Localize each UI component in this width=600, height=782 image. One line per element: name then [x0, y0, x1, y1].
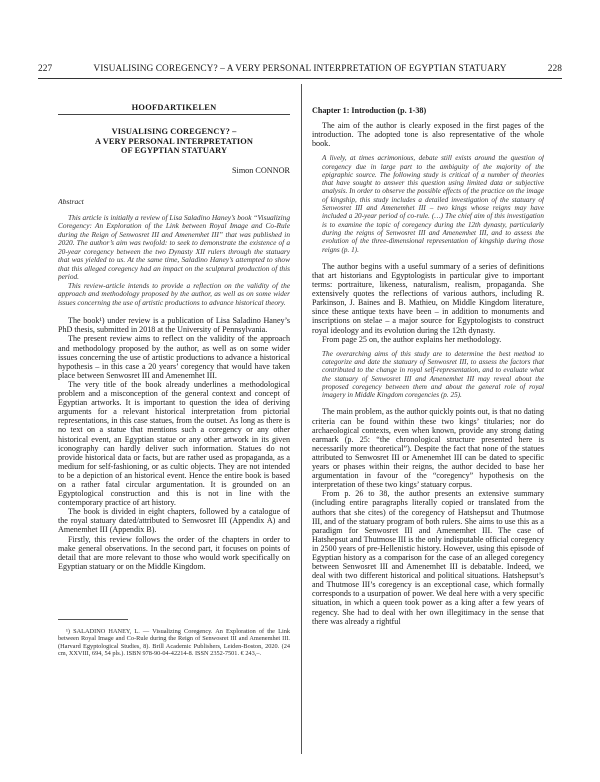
abstract-label: Abstract: [58, 196, 84, 206]
quote-text: The overarching aims of this study are to determine the best method to categorize and date the statuary of Senwosret III, to assess the factors that contributed to the change in royal self-representation, and to evaluate what the statuary of Senwosret III and Amenemhet III may reveal about the proposed coregency between them and about the general role of royal imagery in Middle Kingdom coregencies (p. 25).: [322, 349, 544, 400]
body-paragraph: The aim of the author is clearly exposed in the first pages of the introduction. The adopted tone is also representative of the whole book.: [312, 121, 544, 149]
body-paragraph: The book is divided in eight chapters, followed by a catalogue of the royal statuary dated/attributed to Senwosret III (Appendix A) and Amenemhet III (Appendix B).: [58, 507, 290, 535]
section-label: HOOFDARTIKELEN: [131, 103, 217, 112]
abstract-paragraph: This review-article intends to provide a reflection on the validity of the approach and methodology proposed by the author, as well as on some wider issues concerning the use of artistic productions to advance historical theory.: [58, 280, 290, 307]
running-header: [38, 64, 562, 74]
body-paragraph: The book¹) under review is a publication of Lisa Saladino Haney’s PhD thesis, submitted in 2018 at the University of Pennsylvania.: [58, 316, 290, 335]
abstract-paragraph: This article is initially a review of Lisa Saladino Haney’s book “Visualizing Coregency: An Exploration of the Link between Royal Image and Co-Rule during the Reign of Senwosret III and Amenemhet III” that was published in 2020. The author’s aim was twofold: to seek to demonstrate the existence of a 20-year coregency between the two Dynasty XII rulers through the statuary that was yielded to us. At the same time, Saladino Haney’s attempted to show that this alleged coregency had an impact on the sculptural production of this period.: [58, 212, 290, 282]
article-title-line: A VERY PERSONAL INTERPRETATION: [94, 136, 254, 146]
body-paragraph: The author begins with a useful summary of a series of definitions that art historians and Egyptologists in particular give to important terms: portraiture, likeness, naturalism, realism, propaganda. She extensively quotes the reflections of various authors, including R. Parkinson, J. Baines and B. Mathieu, on Middle Kingdom literature, since these antique texts have been – in addition to monuments and inscriptions on stelae – a major source for Egyptologists to construct royal ideology and its evolution during the 12th dynasty.: [312, 261, 544, 335]
page-number-right: 228: [547, 64, 562, 74]
block-quote: [322, 350, 544, 400]
left-column: [58, 84, 290, 752]
column-divider: [301, 84, 302, 754]
header-rule: [38, 78, 562, 79]
body-text-left: [58, 316, 290, 571]
abstract: [58, 214, 290, 308]
author-name: Simon CONNOR: [231, 165, 290, 175]
body-paragraph: From page 25 on, the author explains her methodology.: [322, 334, 502, 344]
chapter-heading: Chapter 1: Introduction (p. 1-38): [312, 106, 427, 115]
body-paragraph: The main problem, as the author quickly points out, is that no dating criteria can be found within these two kings’ titularies; nor do archaeological contexts, even when known, provide any strong dating earmark (p. 25: “the chronological structure presented here is necessarily more theoretical”). Despite the fact that none of the statues attributed to Senwosret III or Amenemhet III can be dated to specific years or phases within their reigns, the author decided to base her argumentation in favour of the “coregency” hypothesis on the interpretation of these two kings’ statuary corpus.: [312, 407, 544, 490]
section-rule: [58, 114, 290, 115]
footnote: ¹) SALADINO HANEY, L. — Visualizing Coregency. An Exploration of the Link between Royal Image and Co-Rule during the Reign of Senwosret III and Amenemhet III. (Harvard Egyptological Studies, 8). Brill Academic Publishers, Leiden-Boston, 2020. (24 cm, XXVIII, 694, 54 pls.). ISBN 978-90-04-42214-8. ISSN 2352-7501. € 243,–.: [58, 627, 290, 657]
body-paragraph: Firstly, this review follows the order of the chapters in order to make general observations. In the second part, it focuses on points of detail that are more relevant to those who would work specifically on Egyptian statuary or on the Middle Kingdom.: [58, 534, 290, 571]
body-paragraph: From p. 26 to 38, the author presents an extensive summary (including entire paragraphs literally copied or translated from the authors that she cites) of the coregency of Hatshepsut and Thutmose III, and of the statuary program of both rulers. She aims to use this as a paradigm for Senwosret III and Amenemhet III. The case of Hatshepsut and Thutmose III is the only indisputable official coregency in 2500 years of pre-Hellenistic history. However, using this episode of Egyptian history as a comparison for the case of an alleged coregency between Senwosret III and Amenemhet III is debatable. Indeed, we deal with two different historical and political situations. Hatshepsut’s and Thutmose III’s coregency is an exceptional case, which formally corresponds to a usurpation of power. We deal here with a very specific situation, in which a queen took power as a king after a few years of regency. She had to deal with her own illegitimacy in the sense that there was already a rightful: [312, 489, 544, 626]
quote-text: A lively, at times acrimonious, debate still exists around the question of coregency due in large part to the ambiguity of the majority of the epigraphic source. The following study is critical of a number of theories that have sought to answer this question using limited data or subjective analysis. In order to observe the possible effects of the practice on the image of kingship, this study includes a detailed investigation of the statuary of Senwosret III and Amenemhet III – two kings whose reigns may have included a 20-year period of co-rule. (…) The chief aim of this investigation is to examine the topic of coregency during the 12th dynasty, particularly during the reigns of Senwosret III and Amenemhet III, and to assess the evolution of the three-dimensional representation of kingship during those reigns (p. 1).: [322, 154, 544, 254]
article-title-line: VISUALISING COREGENCY? –: [111, 127, 237, 136]
body-paragraph: The present review aims to reflect on the validity of the approach and methodology proposed by the author, as well as on some wider issues concerning the use of artistic productions to advance a historical hypothesis – in this case a 20 years’ coregency that would have taken place between Senwosret III and Amenemhet III.: [58, 334, 290, 380]
block-quote: [322, 154, 544, 254]
body-paragraph: The very title of the book already underlines a methodological problem and a misconception of the general context and concept of Egyptian artworks. It is important to question the idea of deriving arguments for a relevant historical interpretation from pictorial representations, in this case statues, from the outset. As long as there is no text on a statue that mentions such a coregency or any other historical event, an Egyptian statue or any other artwork in its given iconography can hardly deliver such information. Statues do not provide historical data or facts, but are rather used as propaganda, as a medium for self-fashioning, or as cultic objects. They are not intended to be a depiction of an historical event. Hence the entire book is based on a rather fatal circular argumentation. It is grounded on an Egyptological construction and this is not in line with the contemporary practice of art history.: [58, 379, 290, 508]
article-title-line: OF EGYPTIAN STATUARY: [120, 146, 228, 156]
article-title: [58, 127, 290, 156]
page-number-left: 227: [38, 64, 53, 74]
footnote-rule: [58, 619, 128, 620]
running-title: VISUALISING COREGENCY? – A VERY PERSONAL INTERPRETATION OF EGYPTIAN STATUARY: [93, 64, 507, 74]
right-column: [312, 84, 544, 752]
